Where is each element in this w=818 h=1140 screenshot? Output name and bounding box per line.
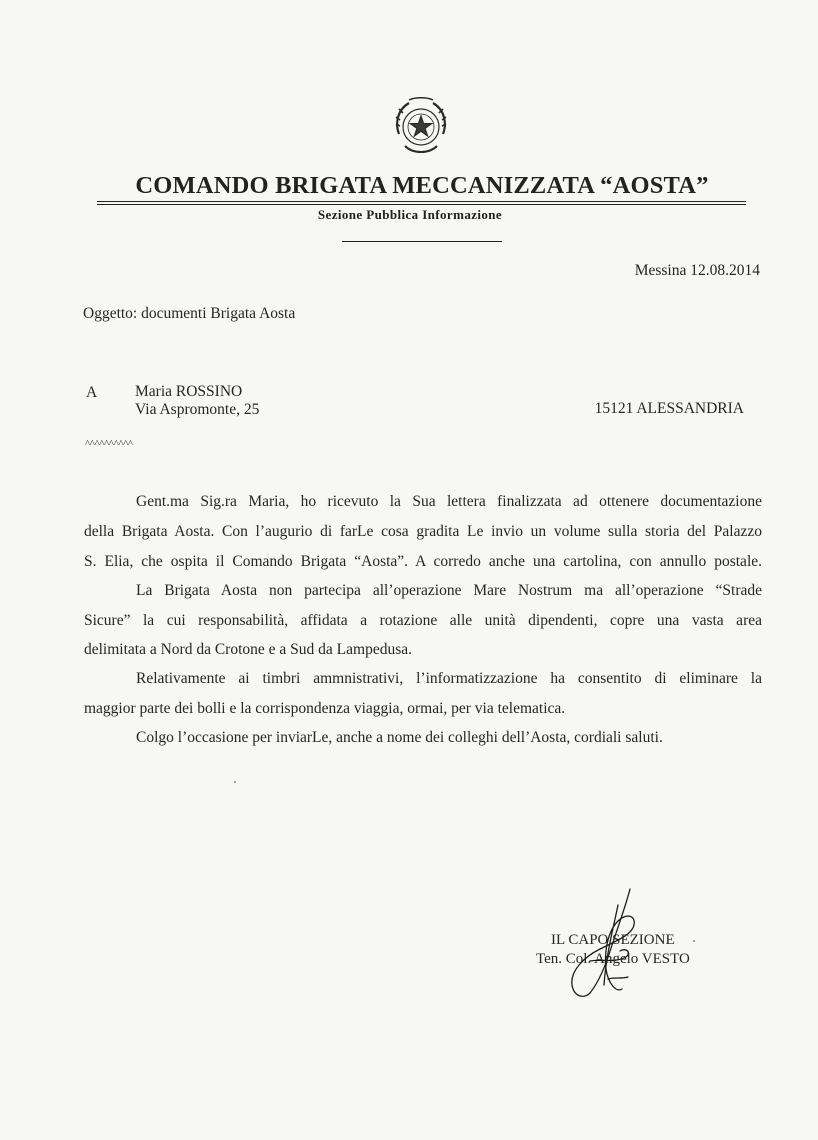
body-line: delimitata a Nord da Crotone e a Sud da Lampedusa.	[84, 641, 412, 658]
body-line: La Brigata Aosta non partecipa all’operazione Mare Nostrum ma all’operazione “Strade	[136, 582, 762, 599]
body-line: maggior parte dei bolli e la corrispondenza viaggia, ormai, per via telematica.	[84, 700, 566, 717]
subtitle-divider	[342, 241, 502, 242]
body-line: Colgo l’occasione per inviarLe, anche a nome dei colleghi dell’Aosta, cordiali saluti.	[136, 729, 663, 746]
recipient-street: Via Aspromonte, 25	[135, 401, 260, 418]
place-date: Messina 12.08.2014	[634, 262, 760, 279]
italian-republic-emblem-icon	[391, 96, 451, 158]
title-underline	[97, 201, 746, 202]
recipient-prefix: A	[86, 384, 98, 401]
handwritten-signature	[560, 885, 650, 1003]
signature-title: IL CAPO SEZIONE	[551, 932, 675, 948]
organization-title: COMANDO BRIGATA MECCANIZZATA “AOSTA”	[135, 172, 709, 199]
section-subtitle: Sezione Pubblica Informazione	[317, 207, 503, 222]
separator-line: ^^^^^^^^^^	[85, 438, 133, 450]
title-underline-2	[97, 204, 746, 205]
body-line: S. Elia, che ospita il Comando Brigata “Aosta”. A corredo anche una cartolina, con annullo postale.	[84, 553, 762, 570]
recipient-name: Maria ROSSINO	[135, 383, 243, 400]
paper-speck	[693, 940, 695, 942]
body-line: Relativamente ai timbri ammnistrativi, l’informatizzazione ha consentito di eliminare la	[136, 670, 762, 687]
signature-name: Ten. Col. Angelo VESTO	[536, 951, 690, 967]
paper-speck	[234, 781, 236, 783]
recipient-city: 15121 ALESSANDRIA	[594, 400, 744, 417]
body-line: Gent.ma Sig.ra Maria, ho ricevuto la Sua lettera finalizzata ad ottenere documentazione	[136, 493, 762, 510]
subject-line: Oggetto: documenti Brigata Aosta	[83, 305, 296, 322]
body-line: Sicure” la cui responsabilità, affidata a rotazione alle unità dipendenti, copre una vasta area	[84, 612, 762, 629]
body-line: della Brigata Aosta. Con l’augurio di farLe cosa gradita Le invio un volume sulla storia del Palazzo	[84, 523, 762, 540]
